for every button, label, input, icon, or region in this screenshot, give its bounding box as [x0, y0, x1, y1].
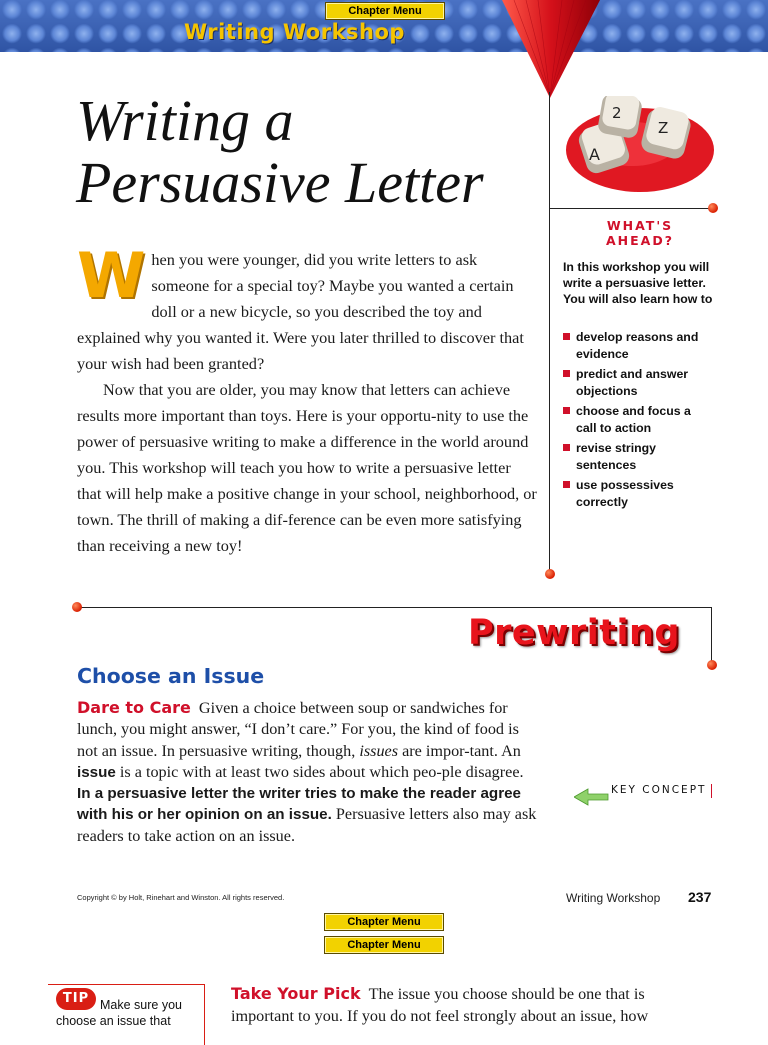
key-concept-sentence: In a persuasive letter the writer tries to make the reader agree with his or her opinion on an issue.: [77, 785, 522, 824]
rule-end-dot: [72, 602, 82, 612]
sidebar-intro: In this workshop you will write a persuasive letter. You will also learn how to: [563, 260, 713, 306]
key-concept-tick: [711, 784, 712, 798]
key-concept-label: KEY CONCEPT: [611, 784, 707, 796]
key-term: issue: [77, 763, 116, 781]
subhead: Take Your Pick: [231, 984, 361, 1003]
rule-end-dot: [707, 660, 717, 670]
list-item: [563, 366, 713, 399]
body-text: Persuasive letters also may ask readers to take action on an issue.: [77, 805, 537, 845]
drop-cap: W: [77, 239, 146, 312]
choose-issue-paragraph: [77, 697, 539, 847]
copyright: Copyright © by Holt, Rinehart and Winston. All rights reserved.: [77, 893, 285, 902]
intro-paragraph-2: Now that you are older, you may know that letters can achieve results more important than toys. Here is your opportu-nity to use the power of persuasive writing to make a difference in the world around you. This workshop will teach you how to write a persuasive letter that will help make a positive change in your school, neighborhood, or town. The thrill of making a dif-ference can be even more satisfying than receiving a new toy!: [77, 380, 537, 555]
list-item: [563, 329, 713, 362]
title-line-1: Writing a: [76, 88, 294, 153]
top-banner: [0, 0, 768, 52]
section-heading: Choose an Issue: [77, 664, 265, 688]
intro-text: [77, 239, 537, 559]
tip-badge: TIP: [56, 988, 96, 1010]
list-item-text: predict and answer objections: [576, 367, 689, 398]
intro-paragraph-1-text: hen you were younger, did you write letters to ask someone for a special toy? Maybe you wanted a certain doll or a new bicycle, so you described the toy and explained why you wanted it. Were you later thrilled to discover that your wish had been granted?: [77, 250, 524, 373]
keyboard-keys-illustration: [562, 96, 714, 194]
title-line-2: Persuasive Letter: [76, 150, 484, 215]
square-bullet-icon: [563, 481, 570, 488]
body-text: Given a choice between soup or sandwiches for lunch, you might answer, “I don’t care.” For you, the kind of food is not an issue. In persuasive writing, though,: [77, 699, 519, 760]
key-letter-a: A: [589, 145, 600, 164]
list-item-text: choose and focus a call to action: [576, 404, 691, 435]
chapter-menu-button[interactable]: Chapter Menu: [324, 913, 444, 931]
chapter-menu-button-top[interactable]: Chapter Menu: [325, 2, 445, 20]
subhead: Dare to Care: [77, 698, 191, 717]
key-letter-z: Z: [658, 119, 669, 137]
italic-term: issues: [359, 741, 399, 760]
square-bullet-icon: [563, 370, 570, 377]
list-item: [563, 440, 713, 473]
list-item: [563, 403, 713, 436]
page-number: 237: [688, 889, 712, 905]
list-item-text: develop reasons and evidence: [576, 330, 699, 361]
learning-goals-list: [563, 329, 713, 514]
square-bullet-icon: [563, 333, 570, 340]
body-text: are impor-tant. An: [402, 741, 521, 760]
intro-paragraph-1: [77, 239, 537, 377]
key-letter-2: 2: [612, 104, 622, 122]
list-item: [563, 477, 713, 510]
rule-end-dot: [708, 203, 718, 213]
section-rule: [78, 607, 712, 608]
square-bullet-icon: [563, 444, 570, 451]
workshop-title: Writing Workshop: [184, 20, 405, 44]
body-text: The issue you choose should be one that is important to you. If you do not feel strongly about an issue, how: [231, 985, 649, 1025]
whats-ahead-heading: [560, 218, 720, 248]
list-item-text: use possessives correctly: [576, 478, 674, 509]
footer-label: Writing Workshop: [566, 891, 661, 905]
page-title: [76, 90, 484, 214]
red-pennant-decoration: [500, 0, 602, 100]
key-concept-arrow-icon: [574, 788, 610, 806]
tip-text: Make sure you choose an issue that: [56, 998, 182, 1028]
rule-end-dot: [545, 569, 555, 579]
whats-ahead-line-2: AHEAD?: [606, 233, 674, 248]
list-item-text: revise stringy sentences: [576, 441, 656, 472]
take-your-pick-paragraph: [231, 983, 701, 1027]
chapter-menu-button[interactable]: Chapter Menu: [324, 936, 444, 954]
sidebar-divider-line: [549, 92, 550, 574]
section-rule-end: [711, 607, 712, 665]
body-text: is a topic with at least two sides about which peo-ple disagree.: [119, 762, 524, 781]
sidebar-top-rule: [549, 208, 712, 209]
whats-ahead-line-1: WHAT'S: [606, 218, 674, 233]
stage-title: Prewriting: [468, 613, 680, 653]
square-bullet-icon: [563, 407, 570, 414]
